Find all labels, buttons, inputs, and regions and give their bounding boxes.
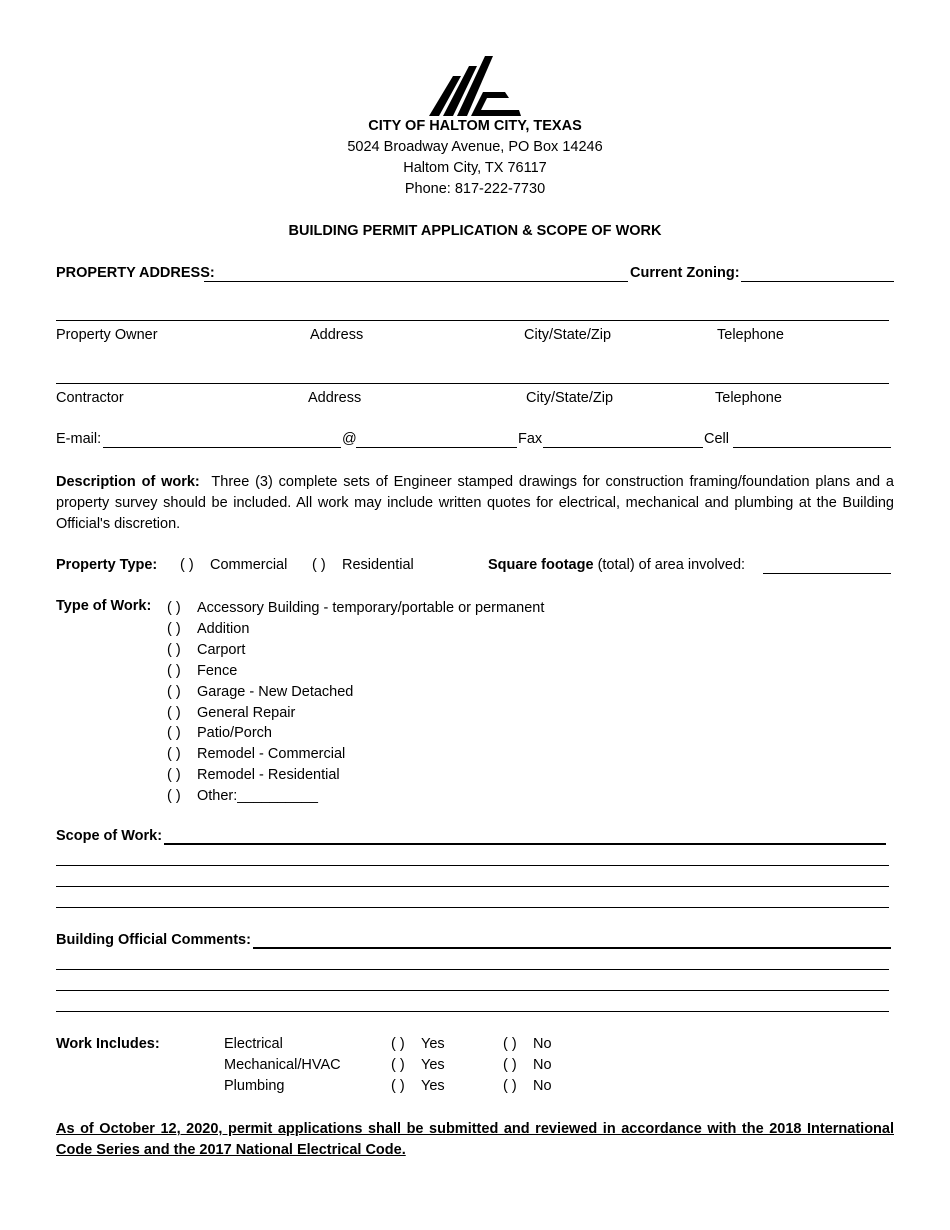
electrical-yes-checkbox[interactable]: ( ) (391, 1036, 405, 1052)
cell-label: Cell (704, 431, 729, 447)
work-option-patio-porch[interactable]: ( ) Patio/Porch (167, 723, 544, 744)
email-label: E-mail: (56, 431, 102, 447)
work-option-garage[interactable]: ( ) Garage - New Detached (167, 682, 544, 703)
electrical-no-checkbox[interactable]: ( ) (503, 1036, 517, 1052)
mechanical-yes-label: Yes (421, 1057, 445, 1073)
property-type-residential-label: Residential (342, 557, 414, 573)
city-address-line1: 5024 Broadway Avenue, PO Box 14246 (347, 139, 603, 155)
contractor-info-field[interactable] (56, 383, 889, 384)
checkbox[interactable]: ( ) (167, 600, 181, 616)
checkbox[interactable]: ( ) (167, 641, 181, 658)
fax-field[interactable] (543, 447, 703, 448)
property-type-label: Property Type: (56, 557, 158, 573)
current-zoning-field[interactable] (741, 281, 894, 282)
type-of-work-options (167, 598, 544, 807)
checkbox[interactable]: ( ) (167, 788, 181, 805)
description-text: Three (3) complete sets of Engineer stamped drawings for construction framing/foundation plans and a property survey should be included. All work may include written quotes for electrical, mechanical and plumbing at the Building Official's discretion. (56, 474, 894, 532)
cell-field[interactable] (733, 447, 891, 448)
square-footage-label: Square footage (total) of area involved: (488, 557, 746, 573)
plumbing-no-label: No (533, 1078, 552, 1094)
fax-label: Fax (518, 431, 543, 447)
work-option-remodel-commercial[interactable]: ( ) Remodel - Commercial (167, 744, 544, 765)
mechanical-yes-checkbox[interactable]: ( ) (391, 1057, 405, 1073)
comments-line-4[interactable] (56, 1011, 889, 1012)
plumbing-yes-label: Yes (421, 1078, 445, 1094)
scope-line-2[interactable] (56, 865, 889, 866)
work-option-fence[interactable]: ( ) Fence (167, 661, 544, 682)
contractor-label: Contractor (56, 390, 124, 406)
checkbox[interactable]: ( ) (167, 662, 181, 679)
work-option-remodel-residential[interactable]: ( ) Remodel - Residential (167, 765, 544, 786)
mechanical-no-label: No (533, 1057, 552, 1073)
contractor-telephone-label: Telephone (715, 390, 782, 406)
work-option-other[interactable]: ( ) Other:__________ (167, 786, 544, 807)
current-zoning-label: Current Zoning: (630, 265, 740, 281)
property-type-commercial-label: Commercial (210, 557, 288, 573)
city-name: CITY OF HALTOM CITY, TEXAS (368, 118, 582, 134)
work-option-addition[interactable]: ( ) Addition (167, 619, 544, 640)
city-phone: Phone: 817-222-7730 (404, 181, 546, 197)
owner-city-state-zip-label: City/State/Zip (524, 327, 612, 343)
checkbox[interactable]: ( ) (167, 704, 181, 721)
official-comments-label: Building Official Comments: (56, 932, 251, 948)
official-comments-field[interactable] (253, 947, 891, 949)
scope-line-4[interactable] (56, 907, 889, 908)
work-option-general-repair[interactable]: ( ) General Repair (167, 703, 544, 724)
checkbox[interactable]: ( ) (167, 683, 181, 700)
checkbox[interactable]: ( ) (167, 746, 181, 763)
work-includes-label: Work Includes: (56, 1036, 160, 1052)
work-option-carport[interactable]: ( ) Carport (167, 640, 544, 661)
scope-of-work-label: Scope of Work: (56, 828, 163, 844)
work-includes-electrical: Electrical (224, 1036, 283, 1052)
contractor-city-state-zip-label: City/State/Zip (526, 390, 614, 406)
property-address-label: PROPERTY ADDRESS: (56, 265, 215, 281)
plumbing-no-checkbox[interactable]: ( ) (503, 1078, 517, 1094)
mechanical-no-checkbox[interactable]: ( ) (503, 1057, 517, 1073)
checkbox[interactable]: ( ) (167, 725, 181, 742)
square-footage-field[interactable] (763, 573, 891, 574)
type-of-work-label: Type of Work: (56, 598, 152, 614)
contractor-address-label: Address (308, 390, 362, 406)
form-title: BUILDING PERMIT APPLICATION & SCOPE OF WORK (288, 223, 662, 239)
plumbing-yes-checkbox[interactable]: ( ) (391, 1078, 405, 1094)
description-label: Description of work: (56, 474, 200, 490)
city-address-line2: Haltom City, TX 76117 (403, 160, 547, 176)
work-includes-mechanical: Mechanical/HVAC (224, 1057, 341, 1073)
description-of-work (56, 472, 894, 535)
property-address-field[interactable] (204, 281, 628, 282)
work-option-accessory-building[interactable]: ( ) Accessory Building - temporary/portable or permanent (167, 598, 544, 619)
work-includes-plumbing: Plumbing (224, 1078, 285, 1094)
electrical-yes-label: Yes (421, 1036, 445, 1052)
property-type-commercial-checkbox[interactable]: ( ) (180, 557, 194, 573)
scope-of-work-field[interactable] (164, 843, 886, 845)
owner-label: Property Owner (56, 327, 158, 343)
checkbox[interactable]: ( ) (167, 620, 181, 637)
email-domain-field[interactable] (356, 447, 517, 448)
electrical-no-label: No (533, 1036, 552, 1052)
property-type-residential-checkbox[interactable]: ( ) (312, 557, 326, 573)
checkbox[interactable]: ( ) (167, 767, 181, 784)
scope-line-3[interactable] (56, 886, 889, 887)
comments-line-2[interactable] (56, 969, 889, 970)
comments-line-3[interactable] (56, 990, 889, 991)
email-at-symbol: @ (342, 431, 357, 447)
owner-address-label: Address (310, 327, 364, 343)
owner-info-field[interactable] (56, 320, 889, 321)
code-compliance-note: As of October 12, 2020, permit applications shall be submitted and reviewed in accordance with the 2018 International Code Series and the 2017 National Electrical Code. (56, 1121, 894, 1158)
city-logo (427, 54, 523, 118)
email-user-field[interactable] (103, 447, 341, 448)
owner-telephone-label: Telephone (717, 327, 784, 343)
